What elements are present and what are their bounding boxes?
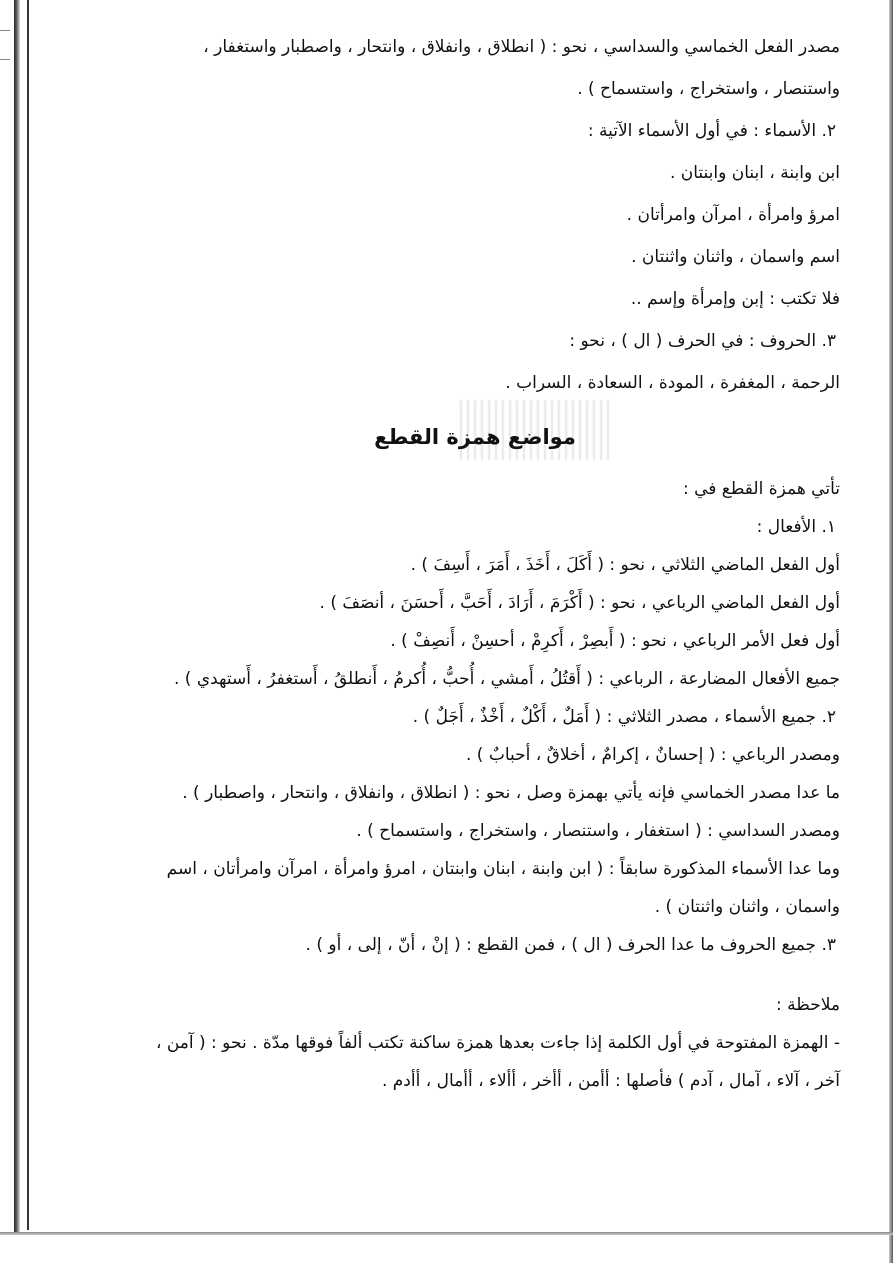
section-heading: مواضع همزة القطع: [374, 425, 576, 449]
list-item-heading: ٣. جميع الحروف ما عدا الحرف ( ال ) ، فمن القطع : ( إنْ ، أنّ ، إلى ، أو ) .: [305, 935, 836, 955]
text-line: أول الفعل الماضي الرباعي ، نحو : ( أَكْرَمَ ، أَرَادَ ، أَحَبَّ ، أَحسَنَ ، أنصَفَ ) .: [319, 593, 840, 613]
text-line: أول فعل الأمر الرباعي ، نحو : ( أَبصِرْ ، أَكرِمْ ، أحسِنْ ، أَنصِفْ ) .: [390, 631, 840, 651]
text-line: مصدر الفعل الخماسي والسداسي ، نحو : ( انطلاق ، وانفلاق ، وانتحار ، واصطبار واستغفار ،: [203, 37, 840, 57]
list-item-heading: ٢. جميع الأسماء ، مصدر الثلاثي : ( أَمَلٌ ، أَكْلٌ ، أَخْذٌ ، أَجَلٌ ) .: [412, 707, 836, 727]
text-line: ما عدا مصدر الخماسي فإنه يأتي بهمزة وصل ، نحو : ( انطلاق ، وانفلاق ، وانتحار ، واصطبار ) .: [182, 783, 840, 803]
text-line: جميع الأفعال المضارعة ، الرباعي : ( أَقتُلُ ، أَمشي ، أُحبُّ ، أُكرمُ ، أَنطلقُ ، أَستغفرُ ، أَستهدي ) .: [173, 669, 840, 689]
note-line: آخر ، آلاء ، آمال ، آدم ) فأصلها : أأمن ، أأخر ، أألاء ، أأمال ، أأدم .: [381, 1071, 840, 1091]
intro-line: تأتي همزة القطع في :: [682, 479, 840, 499]
text-line: أول الفعل الماضي الثلاثي ، نحو : ( أَكَلَ ، أَخَذَ ، أَمَرَ ، أَسِفَ ) .: [410, 555, 840, 575]
scan-edge-bottom: [0, 1232, 893, 1235]
binding-edge-left: [14, 0, 20, 1235]
section-heading-row: [70, 404, 840, 470]
text-line: وما عدا الأسماء المذكورة سابقاً : ( ابن وابنة ، ابنان وابنتان ، امرؤ وامرأة ، امرآن وامرأتان ، اسم: [166, 859, 840, 879]
list-item-heading: ٣. الحروف : في الحرف ( ال ) ، نحو :: [569, 331, 836, 351]
text-line: واستنصار ، واستخراج ، واستسماح ) .: [577, 79, 840, 99]
list-item-heading: ١. الأفعال :: [756, 517, 836, 537]
binding-line-left: [27, 0, 29, 1230]
text-line: ومصدر الرباعي : ( إحسانٌ ، إكرامٌ ، أخلاقٌ ، أحبابٌ ) .: [465, 745, 840, 765]
scan-edge-right: [889, 0, 893, 1263]
list-item-heading: ٢. الأسماء : في أول الأسماء الآتية :: [587, 121, 836, 141]
text-line: الرحمة ، المغفرة ، المودة ، السعادة ، السراب .: [505, 373, 840, 393]
text-line: اسم واسمان ، واثنان واثنتان .: [631, 247, 840, 267]
fold-mark: [0, 30, 10, 60]
note-line: - الهمزة المفتوحة في أول الكلمة إذا جاءت بعدها همزة ساكنة تكتب ألفاً فوقها مدّة . نحو : ( آمن ،: [155, 1033, 840, 1053]
text-line: فلا تكتب : إبن وإمرأة وإسم ..: [630, 289, 840, 309]
document-page: [70, 26, 840, 1100]
text-line: ابن وابنة ، ابنان وابنتان .: [669, 163, 840, 183]
text-line: ومصدر السداسي : ( استغفار ، واستنصار ، واستخراج ، واستسماح ) .: [356, 821, 840, 841]
note-title: ملاحظة :: [776, 995, 840, 1015]
text-line: واسمان ، واثنان واثنتان ) .: [654, 897, 840, 917]
text-line: امرؤ وامرأة ، امرآن وامرأتان .: [626, 205, 840, 225]
